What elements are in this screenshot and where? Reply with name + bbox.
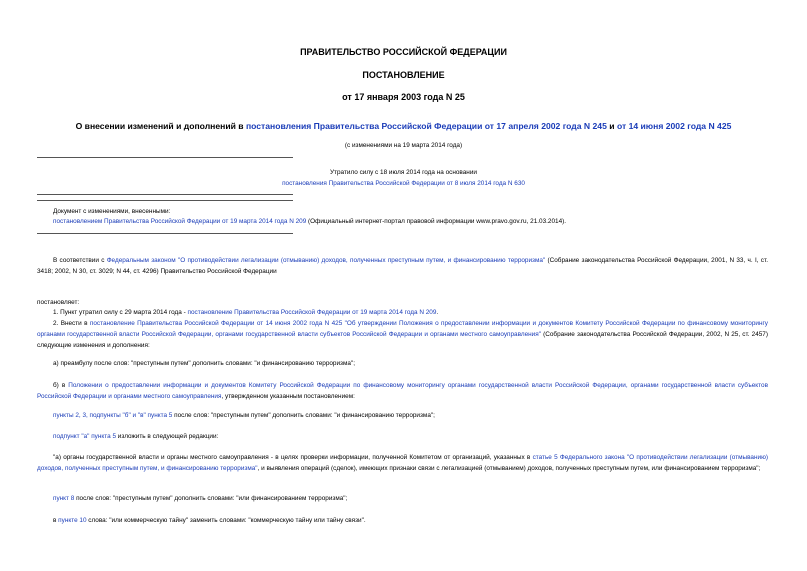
subitem-points xyxy=(37,410,768,421)
point-10-text-b: слова: "или коммерческую тайну" заменить словами: "коммерческую тайну или тайну связи". xyxy=(86,517,366,524)
subpoint-5a-text: изложить в следующей редакции: xyxy=(116,433,219,440)
item-2-tail: (Собрание законодательства Российской Федерации, 2002, N 25, ст. 2457) следующие изменения и дополнения: xyxy=(37,331,768,349)
new-wording-text-a: "а) органы государственной власти и органы местного самоуправления - в целях проверки информации, полученной Комитетом от организаций, указанных в xyxy=(53,454,533,461)
document-date: от 17 января 2003 года N 25 xyxy=(342,92,465,102)
new-wording-text-b: , и выявления операций (сделок), имеющих признаки связи с легализацией (отмыванием) доходов, полученных преступным путем, или финансированием терроризма"; xyxy=(257,465,761,472)
title-mid: и xyxy=(606,121,617,131)
subitem-b xyxy=(37,380,768,402)
new-wording-paragraph xyxy=(37,452,768,474)
government-heading: ПРАВИТЕЛЬСТВО РОССИЙСКОЙ ФЕДЕРАЦИИ xyxy=(300,47,507,57)
points-link[interactable]: пункты 2, 3, подпункты "б" и "в" пункта 5 xyxy=(53,412,173,419)
point-10-link[interactable]: пункте 10 xyxy=(58,517,87,524)
intro-text-b: (Собрание законодательства Российской Федерации, 2001, N 33, ч. I, ст. 3418; 2002, N 30, ст. 3029; N 44, ст. 4296) Правительство Российской Федерации xyxy=(37,257,768,275)
item-2 xyxy=(37,318,768,351)
item-1-text: 1. Пункт утратил силу с 29 марта 2014 года - xyxy=(53,309,188,316)
subpoint-5a-link[interactable]: подпункт "а" пункта 5 xyxy=(53,433,117,440)
point-10-paragraph xyxy=(37,515,768,526)
point-8-paragraph xyxy=(37,493,768,504)
divider xyxy=(37,200,293,201)
title-link-resolution-425[interactable]: от 14 июня 2002 года N 425 xyxy=(616,121,732,131)
article-5-link[interactable]: статье 5 Федерального закона "О противодействии легализации (отмыванию) доходов, полученных преступным путем, и финансированию терроризма" xyxy=(37,454,769,472)
subitem-5a xyxy=(37,431,768,442)
intro-text-a: В соответствии с xyxy=(53,257,107,264)
lost-force-text: Утратило силу с 18 июля 2014 года на основании xyxy=(330,169,477,176)
subitem-a: а) преамбулу после слов: "преступным путем" дополнить словами: "и финансированию терроризма"; xyxy=(53,360,355,367)
document-type: ПОСТАНОВЛЕНИЕ xyxy=(362,70,445,80)
points-text: после слов: "преступным путем" дополнить словами: "и финансированию терроризма"; xyxy=(172,412,435,419)
intro-law-link[interactable]: Федеральным законом "О противодействии легализации (отмыванию) доходов, полученных преступным путем, и финансированию терроризма" xyxy=(106,257,546,264)
item-2-link[interactable]: постановление Правительства Российской Федерации от 14 июня 2002 года N 425 "Об утверждении Положения о предоставлении информации и документов Комитету Российской Федерации по финансовому мониторингу органами государственной власти Российской Федерации, органами государственной власти субъектов Российской Федерации и органами местного самоуправления" xyxy=(37,320,768,338)
doc-changes-line xyxy=(53,216,566,227)
divider xyxy=(37,157,293,158)
title-link-resolution-245[interactable]: постановления Правительства Российской Федерации от 17 апреля 2002 года N 245 xyxy=(245,121,607,131)
title-prefix: О внесении изменений и дополнений в xyxy=(75,121,246,131)
subitem-b-tail: , утвержденном указанным постановлением: xyxy=(221,393,355,400)
decrees-word: постановляет: xyxy=(37,299,80,306)
doc-changes-link[interactable]: постановлением Правительства Российской Федерации от 19 марта 2014 года N 209 xyxy=(53,218,307,225)
item-1-link[interactable]: постановление Правительства Российской Федерации от 19 марта 2014 года N 209 xyxy=(187,309,437,316)
point-8-text: после слов: "преступным путем" дополнить словами: "или финансированием терроризма"; xyxy=(74,495,348,502)
item-1-tail: . xyxy=(436,309,439,316)
point-10-text-a: в xyxy=(53,517,59,524)
divider xyxy=(37,233,293,234)
revision-note: (с изменениями на 19 марта 2014 года) xyxy=(344,142,463,149)
item-1 xyxy=(37,307,768,318)
doc-changes-source: (Официальный интернет-портал правовой информации www.pravo.gov.ru, 21.03.2014). xyxy=(306,218,567,225)
subitem-b-text: б) в xyxy=(53,382,69,389)
lost-force-link[interactable]: постановления Правительства Российской Федерации от 8 июля 2014 года N 630 xyxy=(282,180,525,187)
item-2-text: 2. Внести в xyxy=(53,320,90,327)
document-title xyxy=(0,121,807,131)
doc-changes-label: Документ с изменениями, внесенными: xyxy=(53,208,171,215)
point-8-link[interactable]: пункт 8 xyxy=(53,495,75,502)
subitem-b-link[interactable]: Положении о предоставлении информации и документов Комитету Российской Федерации по финансовому мониторингу органами государственной власти Российской Федерации, органами государственной власти субъектов Российской Федерации и органами местного самоуправления xyxy=(37,382,768,400)
intro-paragraph xyxy=(37,255,768,277)
divider xyxy=(37,194,293,195)
